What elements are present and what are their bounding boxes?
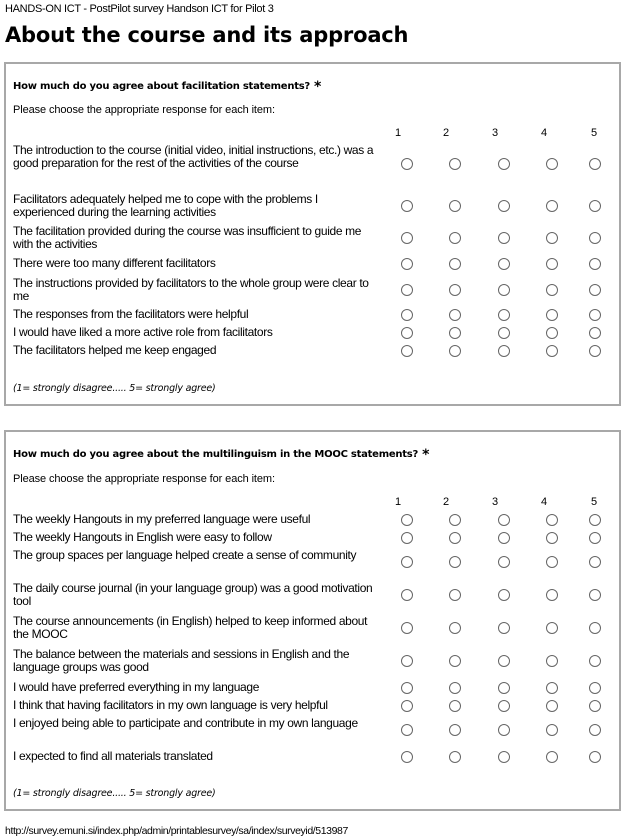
radio-option-5[interactable] (589, 345, 601, 357)
likert-row (13, 344, 613, 357)
radio-option-3[interactable] (498, 345, 510, 357)
radio-option-1[interactable] (401, 232, 413, 244)
likert-row (13, 308, 613, 321)
likert-item-label: The course announcements (in English) helped to keep informed about the MOOC (13, 614, 368, 641)
radio-option-4[interactable] (546, 345, 558, 357)
radio-option-4[interactable] (546, 514, 558, 526)
radio-option-5[interactable] (589, 514, 601, 526)
scale-label-1: 1 (394, 496, 402, 508)
radio-option-1[interactable] (401, 700, 413, 712)
likert-row (13, 277, 613, 303)
likert-item-label: I enjoyed being able to participate and contribute in my own language (13, 716, 358, 730)
likert-item-label: The facilitators helped me keep engaged (13, 343, 217, 357)
radio-option-2[interactable] (449, 622, 461, 634)
likert-row (13, 750, 613, 763)
scale-note: (1= strongly disagree..... 5= strongly agree) (13, 383, 216, 394)
radio-option-1[interactable] (401, 655, 413, 667)
likert-item-label: The group spaces per language helped create a sense of community (13, 548, 357, 562)
page-title: About the course and its approach (5, 23, 409, 47)
question-title-multilinguism (13, 445, 429, 461)
radio-option-2[interactable] (449, 556, 461, 568)
likert-row (13, 531, 613, 544)
radio-option-1[interactable] (401, 622, 413, 634)
radio-option-3[interactable] (498, 682, 510, 694)
likert-item-label: The balance between the materials and sessions in English and the language groups was good (13, 647, 350, 674)
radio-option-3[interactable] (498, 556, 510, 568)
radio-option-4[interactable] (546, 258, 558, 270)
radio-option-3[interactable] (498, 200, 510, 212)
radio-option-2[interactable] (449, 532, 461, 544)
radio-option-3[interactable] (498, 327, 510, 339)
radio-option-3[interactable] (498, 309, 510, 321)
radio-option-3[interactable] (498, 532, 510, 544)
likert-row (13, 549, 613, 575)
likert-row (13, 225, 613, 251)
radio-option-4[interactable] (546, 682, 558, 694)
question-text: How much do you agree about facilitation statements? (13, 81, 310, 92)
radio-option-1[interactable] (401, 309, 413, 321)
question-title-facilitation (13, 77, 321, 93)
radio-option-2[interactable] (449, 724, 461, 736)
likert-item-label: The instructions provided by facilitators to the whole group were clear to me (13, 276, 369, 303)
likert-row (13, 144, 613, 183)
radio-option-4[interactable] (546, 655, 558, 667)
likert-item-label: I would have preferred everything in my language (13, 680, 260, 694)
radio-option-4[interactable] (546, 751, 558, 763)
radio-option-3[interactable] (498, 751, 510, 763)
radio-option-2[interactable] (449, 655, 461, 667)
likert-row (13, 582, 613, 608)
required-asterisk-icon: * (422, 447, 430, 463)
radio-option-2[interactable] (449, 200, 461, 212)
radio-option-4[interactable] (546, 232, 558, 244)
radio-option-4[interactable] (546, 309, 558, 321)
radio-option-5[interactable] (589, 532, 601, 544)
radio-option-3[interactable] (498, 622, 510, 634)
radio-option-5[interactable] (589, 327, 601, 339)
radio-option-3[interactable] (498, 655, 510, 667)
radio-option-4[interactable] (546, 724, 558, 736)
radio-option-1[interactable] (401, 258, 413, 270)
likert-row (13, 193, 613, 219)
radio-option-1[interactable] (401, 724, 413, 736)
radio-option-2[interactable] (449, 700, 461, 712)
radio-option-1[interactable] (401, 589, 413, 601)
radio-option-5[interactable] (589, 309, 601, 321)
radio-option-1[interactable] (401, 158, 413, 170)
likert-item-label: The daily course journal (in your language group) was a good motivation tool (13, 581, 373, 608)
radio-option-5[interactable] (589, 589, 601, 601)
radio-option-3[interactable] (498, 589, 510, 601)
radio-option-1[interactable] (401, 514, 413, 526)
likert-row (13, 648, 613, 674)
question-text: How much do you agree about the multilinguism in the MOOC statements? (13, 449, 419, 460)
scale-label-4: 4 (540, 496, 548, 508)
radio-option-5[interactable] (589, 158, 601, 170)
scale-label-3: 3 (491, 496, 499, 508)
radio-option-3[interactable] (498, 232, 510, 244)
likert-row (13, 717, 613, 743)
likert-item-label: The weekly Hangouts in English were easy to follow (13, 530, 272, 544)
likert-item-label: The responses from the facilitators were helpful (13, 307, 249, 321)
radio-option-1[interactable] (401, 345, 413, 357)
scale-label-1: 1 (394, 127, 402, 139)
radio-option-1[interactable] (401, 284, 413, 296)
likert-row (13, 681, 613, 694)
radio-option-1[interactable] (401, 532, 413, 544)
likert-row (13, 699, 613, 712)
likert-row (13, 615, 613, 641)
radio-option-2[interactable] (449, 589, 461, 601)
likert-item-label: Facilitators adequately helped me to cope with the problems I experienced during the learning activities (13, 192, 318, 219)
radio-option-5[interactable] (589, 622, 601, 634)
radio-option-4[interactable] (546, 284, 558, 296)
radio-option-3[interactable] (498, 158, 510, 170)
scale-label-2: 2 (442, 496, 450, 508)
radio-option-2[interactable] (449, 158, 461, 170)
radio-option-2[interactable] (449, 232, 461, 244)
likert-item-label: The facilitation provided during the course was insufficient to guide me with the activities (13, 224, 362, 251)
likert-item-label: I think that having facilitators in my own language is very helpful (13, 698, 328, 712)
radio-option-4[interactable] (546, 589, 558, 601)
question-help-text: Please choose the appropriate response for each item: (13, 473, 275, 485)
footer-url: http://survey.emuni.si/index.php/admin/printablesurvey/sa/index/surveyid/513987 (5, 825, 348, 837)
radio-option-4[interactable] (546, 556, 558, 568)
radio-option-5[interactable] (589, 751, 601, 763)
radio-option-4[interactable] (546, 327, 558, 339)
radio-option-5[interactable] (589, 655, 601, 667)
radio-option-2[interactable] (449, 751, 461, 763)
radio-option-1[interactable] (401, 682, 413, 694)
likert-item-label: I would have liked a more active role from facilitators (13, 325, 273, 339)
radio-option-2[interactable] (449, 258, 461, 270)
radio-option-1[interactable] (401, 556, 413, 568)
radio-option-1[interactable] (401, 327, 413, 339)
scale-note: (1= strongly disagree..... 5= strongly agree) (13, 788, 216, 799)
likert-row (13, 513, 613, 526)
likert-item-label: I expected to find all materials translated (13, 749, 213, 763)
radio-option-4[interactable] (546, 200, 558, 212)
radio-option-5[interactable] (589, 556, 601, 568)
likert-item-label: The introduction to the course (initial video, initial instructions, etc.) was a good preparation for the rest of the activities of the course (13, 143, 374, 170)
likert-row (13, 257, 613, 270)
radio-option-2[interactable] (449, 327, 461, 339)
radio-option-5[interactable] (589, 200, 601, 212)
radio-option-2[interactable] (449, 309, 461, 321)
radio-option-2[interactable] (449, 345, 461, 357)
radio-option-4[interactable] (546, 532, 558, 544)
radio-option-5[interactable] (589, 284, 601, 296)
radio-option-3[interactable] (498, 284, 510, 296)
radio-option-3[interactable] (498, 700, 510, 712)
radio-option-3[interactable] (498, 258, 510, 270)
scale-label-3: 3 (491, 127, 499, 139)
radio-option-2[interactable] (449, 284, 461, 296)
radio-option-5[interactable] (589, 682, 601, 694)
header-title: HANDS-ON ICT - PostPilot survey Handson ICT for Pilot 3 (5, 3, 274, 15)
radio-option-2[interactable] (449, 682, 461, 694)
radio-option-5[interactable] (589, 258, 601, 270)
radio-option-4[interactable] (546, 700, 558, 712)
likert-row (13, 326, 613, 339)
scale-label-2: 2 (442, 127, 450, 139)
likert-item-label: The weekly Hangouts in my preferred language were useful (13, 512, 311, 526)
scale-label-5: 5 (590, 496, 598, 508)
radio-option-1[interactable] (401, 751, 413, 763)
radio-option-4[interactable] (546, 622, 558, 634)
likert-item-label: There were too many different facilitators (13, 256, 216, 270)
radio-option-5[interactable] (589, 700, 601, 712)
radio-option-5[interactable] (589, 724, 601, 736)
radio-option-2[interactable] (449, 514, 461, 526)
scale-label-4: 4 (540, 127, 548, 139)
radio-option-4[interactable] (546, 158, 558, 170)
radio-option-5[interactable] (589, 232, 601, 244)
question-help-text: Please choose the appropriate response for each item: (13, 104, 275, 116)
scale-label-5: 5 (590, 127, 598, 139)
radio-option-1[interactable] (401, 200, 413, 212)
radio-option-3[interactable] (498, 724, 510, 736)
radio-option-3[interactable] (498, 514, 510, 526)
required-asterisk-icon: * (313, 79, 322, 95)
